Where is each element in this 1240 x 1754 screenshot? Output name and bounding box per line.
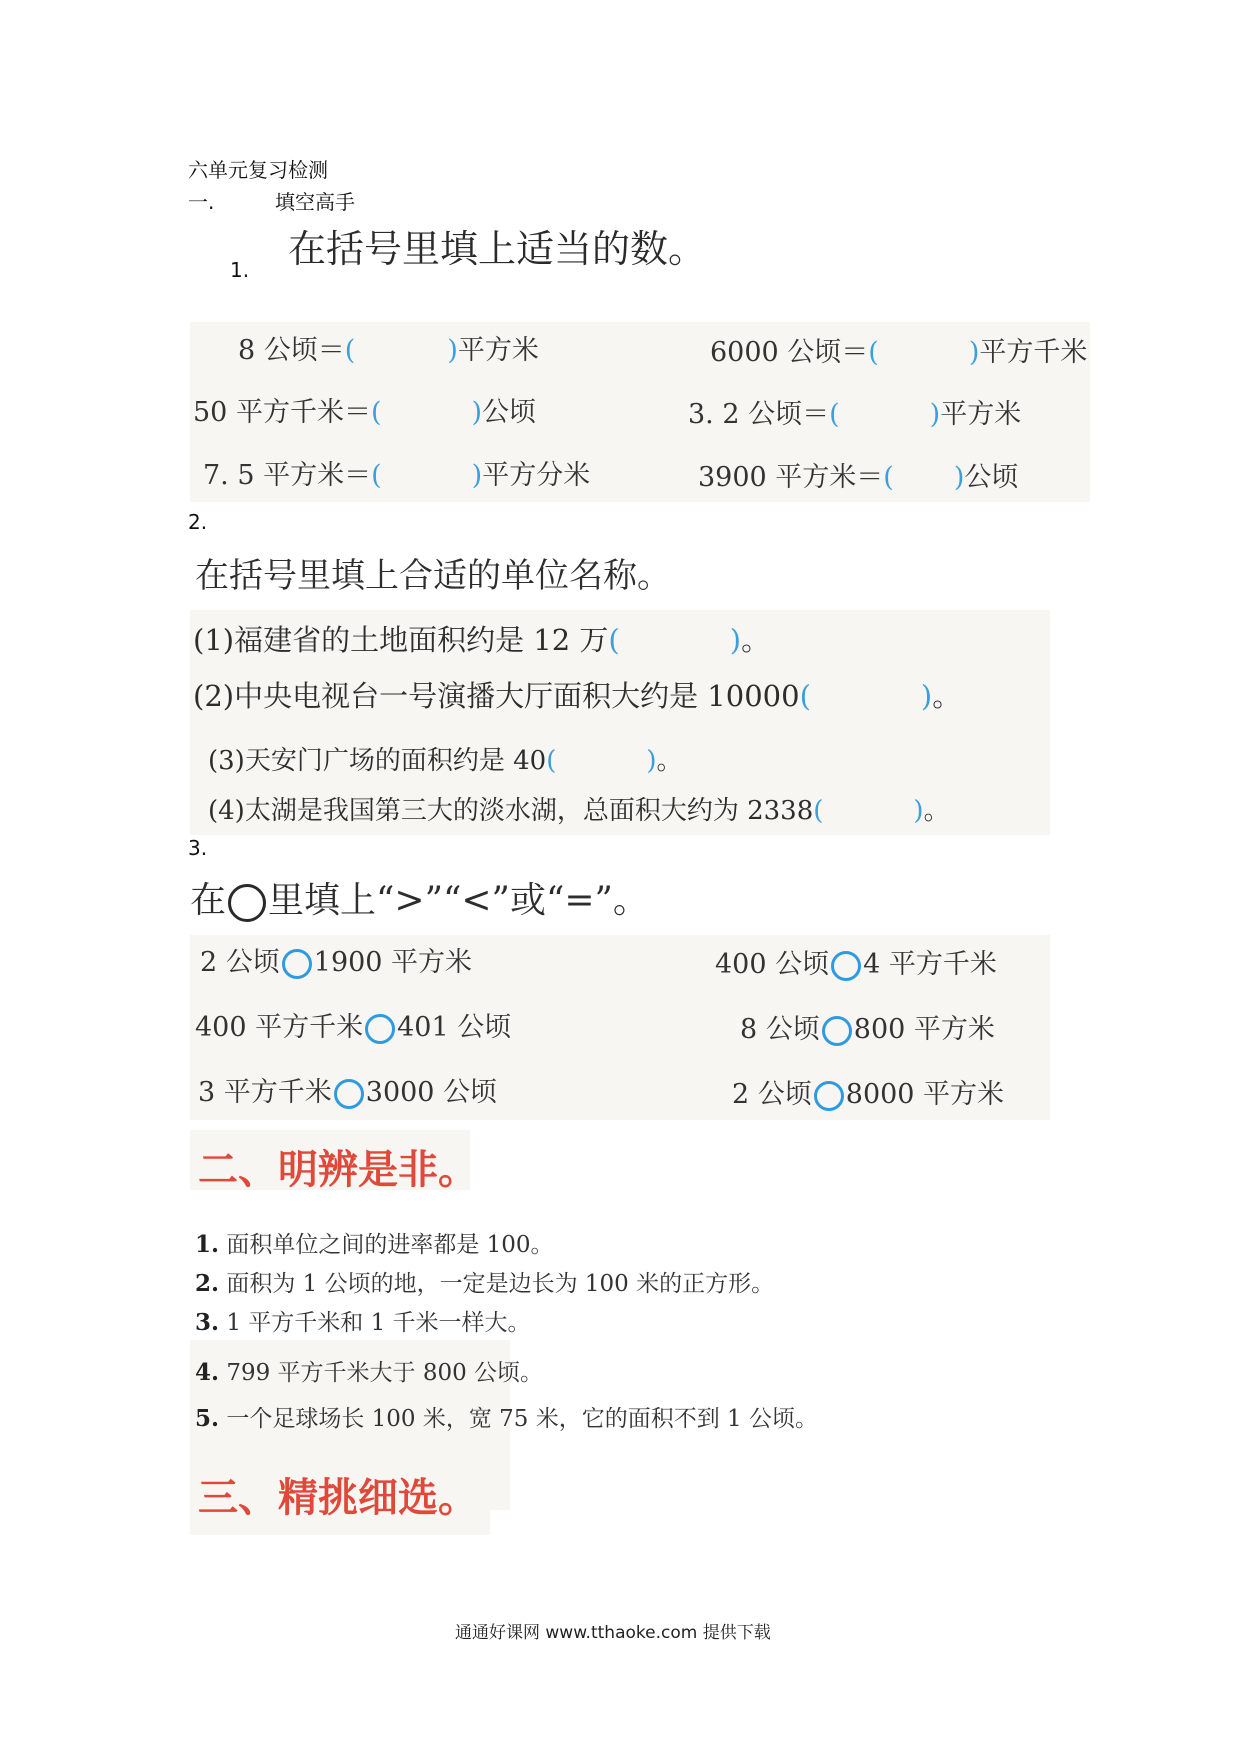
fill-item: 50 平方千米＝( )公顷	[193, 397, 537, 428]
question-instruction: 在 里填上“>”“<”或“=”。	[190, 880, 649, 921]
compare-item: 400 平方千米 401 公顷	[195, 1012, 512, 1043]
judge-item: 4. 799 平方千米大于 800 公顷。	[195, 1359, 544, 1386]
compare-item: 3 平方千米 3000 公顷	[198, 1077, 498, 1108]
compare-item: 400 公顷 4 平方千米	[715, 949, 997, 980]
compare-item: 2 公顷 1900 平方米	[200, 947, 473, 978]
fill-item: (3)天安门广场的面积约是 40( )。	[208, 746, 683, 776]
question-number: 2.	[188, 510, 208, 534]
judge-item: 2. 面积为 1 公顷的地，一定是边长为 100 米的正方形。	[195, 1270, 775, 1297]
judge-item: 1. 面积单位之间的进率都是 100。	[195, 1231, 554, 1258]
section-number: 一.	[188, 190, 215, 214]
question-instruction: 在括号里填上合适的单位名称。	[195, 556, 671, 596]
answer-circle[interactable]	[282, 949, 312, 979]
answer-circle[interactable]	[814, 1081, 844, 1111]
fill-item: 6000 公顷＝( )平方千米	[710, 337, 1088, 368]
footer-credit: 通通好课网 www.tthaoke.com 提供下载	[455, 1623, 771, 1643]
compare-item: 2 公顷 8000 平方米	[732, 1079, 1005, 1110]
circle-icon	[228, 884, 266, 922]
fill-item: 3900 平方米＝( )公顷	[698, 462, 1019, 493]
fill-item: 7. 5 平方米＝( )平方分米	[203, 460, 591, 491]
fill-item: (2)中央电视台一号演播大厅面积大约是 10000( )。	[193, 679, 962, 713]
fill-item: 8 公顷＝( )平方米	[238, 335, 539, 366]
fill-item: (4)太湖是我国第三大的淡水湖，总面积大约为 2338( )。	[208, 796, 950, 826]
judge-item: 5. 一个足球场长 100 米，宽 75 米，它的面积不到 1 公顷。	[195, 1405, 818, 1432]
judge-item: 3. 1 平方千米和 1 千米一样大。	[195, 1309, 531, 1336]
compare-item: 8 公顷 800 平方米	[740, 1014, 995, 1045]
fill-item: (1)福建省的土地面积约是 12 万( )。	[193, 623, 771, 657]
answer-circle[interactable]	[822, 1016, 852, 1046]
answer-circle[interactable]	[365, 1014, 395, 1044]
page-title: 六单元复习检测	[188, 158, 328, 182]
section-heading: 三、精挑细选。	[198, 1475, 478, 1521]
answer-circle[interactable]	[334, 1079, 364, 1109]
section-title: 填空高手	[275, 190, 355, 214]
question-number: 3.	[188, 836, 208, 860]
section-heading: 二、明辨是非。	[198, 1147, 478, 1193]
question-number: 1.	[230, 258, 250, 282]
answer-circle[interactable]	[831, 951, 861, 981]
fill-item: 3. 2 公顷＝( )平方米	[688, 399, 1022, 430]
question-instruction: 在括号里填上适当的数。	[288, 227, 707, 271]
